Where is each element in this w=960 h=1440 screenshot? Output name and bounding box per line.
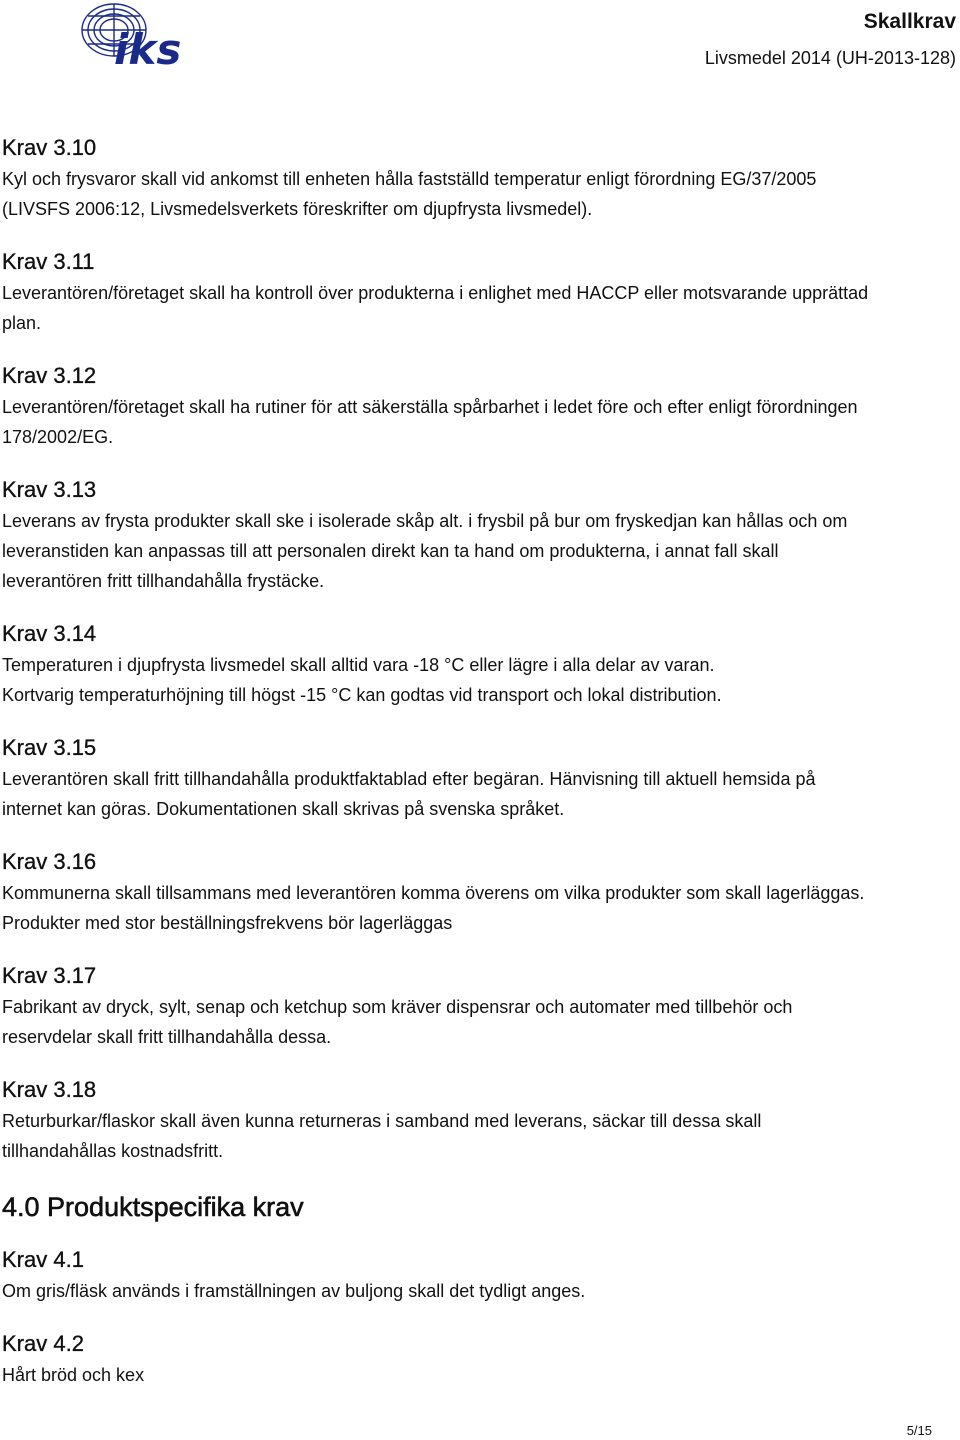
header-title: Skallkrav bbox=[863, 10, 956, 33]
requirement-text-line: Leverantören/företaget skall ha kontroll över produkterna i enlighet med HACCP eller motsvarande upprättad bbox=[2, 283, 869, 303]
iks-logo-graphic bbox=[80, 0, 204, 72]
requirement-text-line: Leverantören skall fritt tillhandahålla produktfaktablad efter begäran. Hänvisning till aktuell hemsida på bbox=[2, 769, 816, 789]
requirement-heading: Krav 4.1 bbox=[2, 1247, 84, 1272]
requirement-text-line: Leverans av frysta produkter skall ske i isolerade skåp alt. i frysbil på bur om fryskedjan kan hållas och om bbox=[2, 511, 848, 531]
requirement-text-line: internet kan göras. Dokumentationen skall skrivas på svenska språket. bbox=[2, 799, 565, 819]
requirement-text-line: Om gris/fläsk används i framställningen av buljong skall det tydligt anges. bbox=[2, 1281, 586, 1301]
requirement-heading: Krav 3.11 bbox=[2, 249, 95, 274]
requirement-block bbox=[2, 132, 958, 224]
requirement-block bbox=[2, 246, 958, 338]
requirement-text-line: plan. bbox=[2, 313, 42, 333]
requirement-text-line: Returburkar/flaskor skall även kunna returneras i samband med leverans, säckar till dessa skall bbox=[2, 1111, 762, 1131]
requirement-text-line: Produkter med stor beställningsfrekvens bör lagerläggas bbox=[2, 913, 453, 933]
requirement-heading: Krav 3.13 bbox=[2, 477, 97, 502]
requirement-block bbox=[2, 618, 958, 710]
requirement-block bbox=[2, 1244, 958, 1306]
requirement-block bbox=[2, 960, 958, 1052]
requirement-text-line: Leverantören/företaget skall ha rutiner för att säkerställa spårbarhet i ledet före och efter enligt förordningen bbox=[2, 397, 858, 417]
requirement-text-line: Kommunerna skall tillsammans med leverantören komma överens om vilka produkter som skall lagerläggas. bbox=[2, 883, 865, 903]
section-heading: 4.0 Produktspecifika krav bbox=[2, 1192, 304, 1222]
requirement-text-line: Hårt bröd och kex bbox=[2, 1365, 145, 1385]
requirement-block bbox=[2, 846, 958, 938]
company-logo bbox=[80, 0, 204, 72]
logo-text: iks bbox=[114, 25, 182, 72]
requirement-text-line: Fabrikant av dryck, sylt, senap och ketchup som kräver dispensrar och automater med tillbehör och bbox=[2, 997, 793, 1017]
requirement-heading: Krav 3.15 bbox=[2, 735, 97, 760]
requirement-heading: Krav 3.10 bbox=[2, 135, 97, 160]
requirement-block bbox=[2, 1328, 958, 1390]
requirement-text-line: Temperaturen i djupfrysta livsmedel skall alltid vara -18 °C eller lägre i alla delar av varan. bbox=[2, 655, 715, 675]
requirement-text-line: leverantören fritt tillhandahålla frystäcke. bbox=[2, 571, 325, 591]
requirement-heading: Krav 3.14 bbox=[2, 621, 97, 646]
requirement-text-line: leveranstiden kan anpassas till att personalen direkt kan ta hand om produkterna, i annat fall skall bbox=[2, 541, 779, 561]
document-body bbox=[2, 132, 958, 1412]
requirement-text-line: reservdelar skall fritt tillhandahålla dessa. bbox=[2, 1027, 332, 1047]
requirement-text-line: 178/2002/EG. bbox=[2, 427, 114, 447]
requirement-heading: Krav 3.16 bbox=[2, 849, 97, 874]
requirement-text-line: Kortvarig temperaturhöjning till högst -15 °C kan godtas vid transport och lokal distribution. bbox=[2, 685, 722, 705]
requirement-text-line: Kyl och frysvaror skall vid ankomst till enheten hålla fastställd temperatur enligt förordning EG/37/2005 bbox=[2, 169, 817, 189]
requirement-text-line: (LIVSFS 2006:12, Livsmedelsverkets föreskrifter om djupfrysta livsmedel). bbox=[2, 199, 593, 219]
header-subtitle: Livsmedel 2014 (UH-2013-128) bbox=[704, 48, 956, 68]
requirement-heading: Krav 3.18 bbox=[2, 1077, 97, 1102]
requirement-block bbox=[2, 474, 958, 596]
requirement-heading: Krav 4.2 bbox=[2, 1331, 84, 1356]
page-number: 5/15 bbox=[906, 1423, 932, 1438]
requirement-block bbox=[2, 1074, 958, 1166]
requirement-block bbox=[2, 732, 958, 824]
requirement-heading: Krav 3.12 bbox=[2, 363, 97, 388]
requirement-heading: Krav 3.17 bbox=[2, 963, 97, 988]
requirement-block bbox=[2, 360, 958, 452]
requirement-text-line: tillhandahållas kostnadsfritt. bbox=[2, 1141, 224, 1161]
